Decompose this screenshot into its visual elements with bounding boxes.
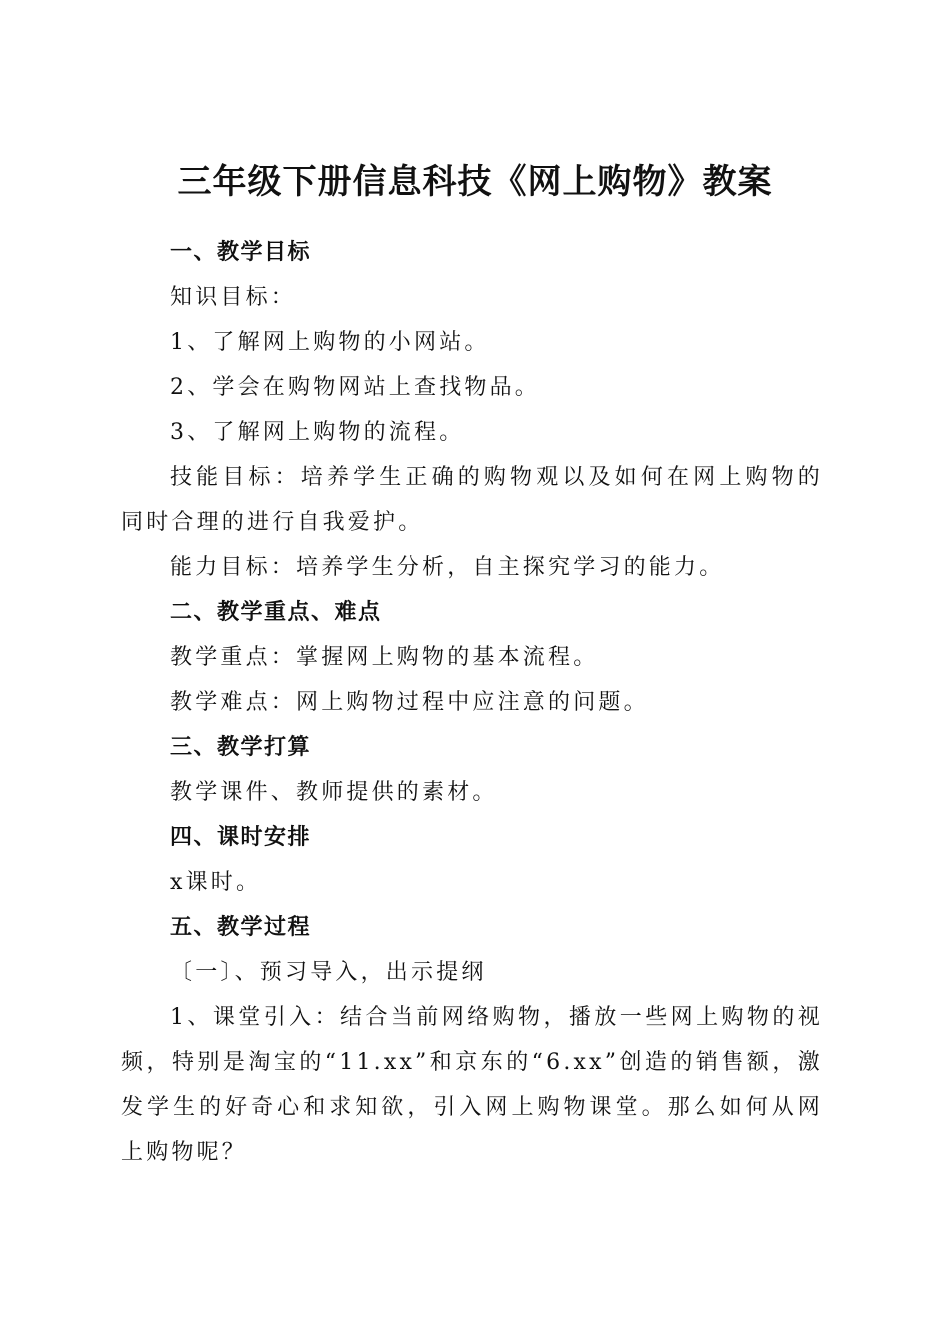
document-body: [121, 230, 823, 1175]
section-heading-preparation: 三、教学打算: [170, 735, 312, 760]
paragraph: 3、了解网上购物的流程。: [170, 420, 465, 445]
paragraph: 知识目标：: [170, 285, 297, 310]
paragraph: 技能目标：培养学生正确的购物观以及如何在网上购物的同时合理的进行自我爱护。: [121, 465, 823, 535]
section-heading-process: 五、教学过程: [170, 915, 312, 940]
section-heading-objectives: 一、教学目标: [170, 240, 312, 265]
paragraph: 1、课堂引入：结合当前网络购物，播放一些网上购物的视频，特别是淘宝的“11.xx”和京东的“6.xx”创造的销售额，激发学生的好奇心和求知欲，引入网上购物课堂。那么如何从网上购物呢？: [121, 1005, 823, 1165]
section-heading-schedule: 四、课时安排: [170, 825, 312, 850]
paragraph: 2、学会在购物网站上查找物品。: [170, 375, 540, 400]
paragraph: 能力目标：培养学生分析，自主探究学习的能力。: [170, 555, 725, 580]
paragraph: 教学难点：网上购物过程中应注意的问题。: [170, 690, 649, 715]
section-heading-key-points: 二、教学重点、难点: [170, 600, 382, 625]
paragraph: 1、了解网上购物的小网站。: [170, 330, 490, 355]
paragraph: 〔一〕、预习导入，出示提纲: [170, 960, 487, 985]
document-title: 三年级下册信息科技《网上购物》教案: [177, 161, 773, 202]
paragraph: 教学课件、教师提供的素材。: [170, 780, 498, 805]
paragraph: 教学重点：掌握网上购物的基本流程。: [170, 645, 599, 670]
paragraph: x课时。: [170, 870, 262, 895]
